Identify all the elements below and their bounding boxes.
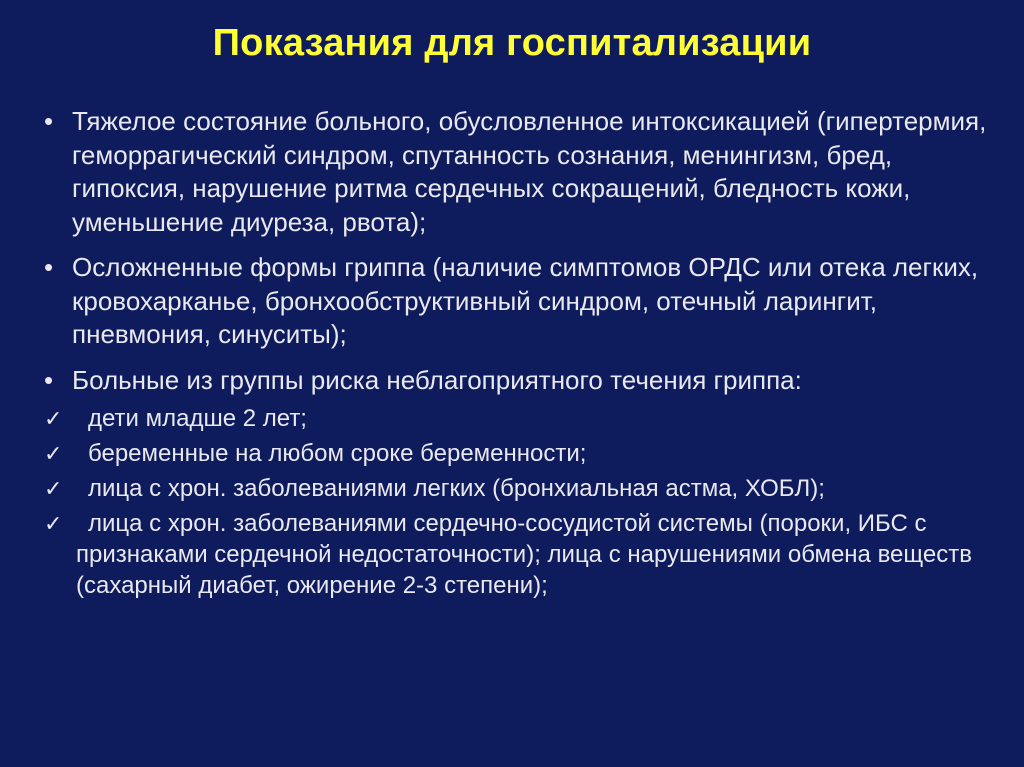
checkmark-icon: ✓ [44, 406, 63, 431]
slide-title: Показания для госпитализации [212, 22, 812, 64]
bullet-text: Больные из группы риска неблагоприятного течения гриппа: [72, 364, 802, 395]
check-text: дети младше 2 лет; [88, 405, 307, 432]
slide-content [44, 105, 994, 605]
bullet-text: Осложненные формы гриппа (наличие симптомов ОРДС или отека легких, кровохарканье, бронхообструктивный синдром, отечный ларингит, пневмония, синуситы); [72, 252, 979, 349]
check-item-pregnant [44, 438, 994, 469]
bullet-item-complicated-forms [44, 251, 994, 352]
check-item-cardiovascular-metabolic [44, 508, 994, 601]
bullet-text: Тяжелое состояние больного, обусловленное интоксикацией (гипертермия, геморрагический синдром, спутанность сознания, менингизм, бред, гипоксия, нарушение ритма сердечных сокращений, бледность кожи, уменьшение диуреза, рвота); [72, 106, 987, 237]
check-item-children [44, 403, 994, 434]
check-text: беременные на любом сроке беременности; [88, 440, 587, 467]
check-item-lung-disease [44, 473, 994, 504]
bullet-icon: • [44, 364, 54, 395]
check-text: лица с хрон. заболеваниями сердечно-сосудистой системы (пороки, ИБС с признаками сердечной недостаточности); лица с нарушениями обмена веществ (сахарный диабет, ожирение 2-3 степени); [76, 510, 972, 599]
checkmark-icon: ✓ [44, 476, 63, 501]
bullet-icon: • [44, 106, 54, 136]
bullet-icon: • [44, 252, 54, 282]
bullet-item-severe-condition [44, 105, 994, 239]
checkmark-icon: ✓ [44, 511, 63, 536]
checkmark-icon: ✓ [44, 441, 63, 466]
check-text: лица с хрон. заболеваниями легких (бронхиальная астма, ХОБЛ); [88, 475, 825, 502]
bullet-item-risk-group [44, 364, 994, 398]
